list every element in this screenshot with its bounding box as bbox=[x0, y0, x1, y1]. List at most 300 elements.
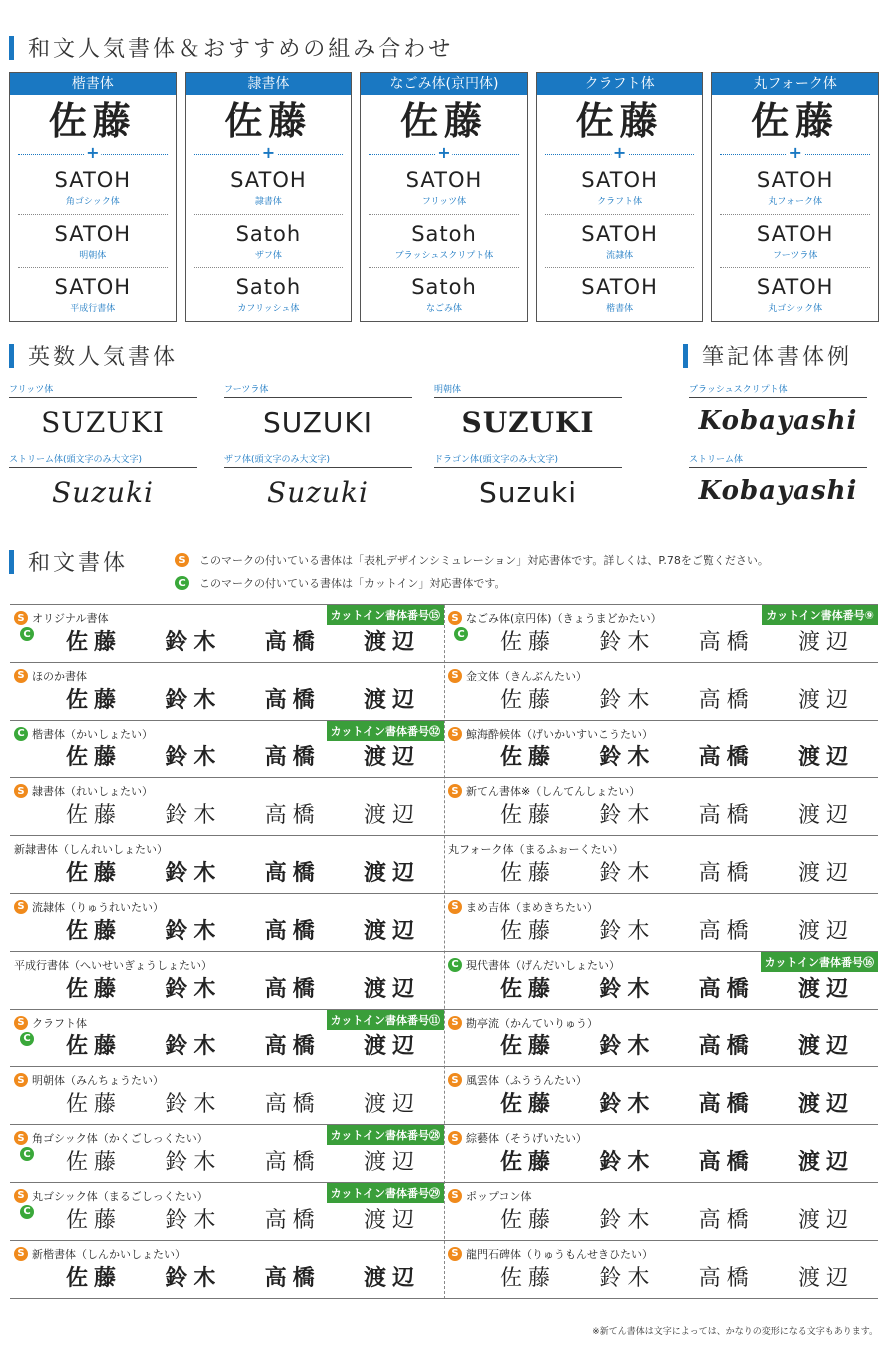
sample-name: 高橋 bbox=[264, 917, 321, 944]
plus-icon: + bbox=[437, 143, 451, 162]
sample-names bbox=[66, 683, 420, 714]
combo-label: なごみ体 bbox=[425, 304, 462, 315]
combo-english: SATOH bbox=[756, 275, 834, 300]
english-sample-word: Kobayashi bbox=[698, 406, 858, 436]
sample-name: 渡辺 bbox=[363, 1149, 420, 1175]
sample-name: 渡辺 bbox=[797, 744, 854, 771]
sample-name: 鈴木 bbox=[599, 918, 656, 944]
sample-name: 佐藤 bbox=[500, 1033, 557, 1060]
english-sample-word: Suzuki bbox=[479, 476, 577, 509]
font-row-meta bbox=[14, 899, 164, 915]
combo-label: クラフト体 bbox=[597, 196, 643, 207]
sample-names bbox=[500, 740, 854, 771]
sample-name: 高橋 bbox=[698, 744, 755, 771]
font-name: 鯨海酔候体（げいかいすいこうたい） bbox=[466, 727, 653, 741]
sample-name: 渡辺 bbox=[363, 1264, 420, 1291]
english-sample-label: ドラゴン体(頭文字のみ大文字) bbox=[434, 452, 622, 468]
sample-name: 渡辺 bbox=[363, 628, 420, 655]
sample-names bbox=[66, 740, 420, 771]
font-card bbox=[536, 72, 704, 322]
card-sample-name: 佐藤 bbox=[399, 98, 488, 143]
s-mark-icon: S bbox=[448, 900, 462, 914]
combo-item bbox=[369, 161, 519, 215]
combo-item bbox=[18, 268, 168, 321]
english-sample bbox=[224, 452, 412, 509]
note-s-mark: S このマークの付いている書体は「表札デザインシミュレーション」対応書体です。詳しくは、P.78をご覧ください。 bbox=[175, 552, 769, 568]
combo-item bbox=[194, 268, 344, 321]
sample-name: 鈴木 bbox=[165, 1264, 222, 1291]
font-name: 明朝体（みんちょうたい） bbox=[32, 1074, 164, 1088]
font-row-meta bbox=[448, 668, 587, 684]
cutin-number-badge: カットイン書体番号㉙ bbox=[327, 1183, 444, 1203]
s-mark-icon: S bbox=[14, 1016, 28, 1030]
font-name: オリジナル書体 bbox=[32, 612, 109, 625]
font-row-meta bbox=[14, 1130, 208, 1146]
english-sample-word: SUZUKI bbox=[262, 406, 374, 439]
font-name: 新楷書体（しんかいしょたい） bbox=[32, 1247, 186, 1261]
sample-name: 高橋 bbox=[698, 687, 755, 713]
combo-english: SATOH bbox=[581, 221, 658, 246]
font-name: まめ吉体（まめきちたい） bbox=[466, 900, 598, 914]
card-header: 丸フォーク体 bbox=[712, 73, 878, 95]
font-row-meta bbox=[14, 841, 168, 857]
sample-names bbox=[66, 1087, 420, 1118]
card-header: 隷書体 bbox=[186, 73, 352, 95]
sample-name: 渡辺 bbox=[797, 687, 854, 713]
combo-label: 隷書体 bbox=[254, 196, 282, 207]
sample-names bbox=[66, 1029, 420, 1060]
combo-english: SATOH bbox=[581, 167, 658, 192]
card-sample-name: 佐藤 bbox=[575, 98, 664, 143]
font-row-meta bbox=[448, 726, 653, 742]
font-row-meta bbox=[448, 1188, 531, 1204]
english-sample-label: ストリーム体 bbox=[689, 452, 867, 468]
sample-names bbox=[500, 683, 854, 714]
font-list bbox=[10, 604, 878, 1291]
combo-label: 丸ゴシック体 bbox=[768, 304, 823, 315]
sample-name: 佐藤 bbox=[66, 859, 123, 886]
english-sample-label: フリッツ体 bbox=[9, 382, 197, 398]
sample-name: 高橋 bbox=[698, 1149, 755, 1175]
sample-name: 渡辺 bbox=[797, 1265, 854, 1291]
english-sample-word: SUZUKI bbox=[41, 406, 165, 439]
font-row-meta bbox=[14, 610, 108, 626]
combo-english: SATOH bbox=[230, 167, 307, 192]
font-row bbox=[444, 952, 878, 1010]
font-row bbox=[10, 1241, 444, 1299]
sample-name: 渡辺 bbox=[797, 1091, 854, 1118]
combo-english: SATOH bbox=[756, 221, 834, 246]
font-row bbox=[444, 605, 878, 663]
font-row bbox=[444, 894, 878, 952]
sample-name: 渡辺 bbox=[363, 917, 420, 944]
sample-name: 鈴木 bbox=[599, 1091, 656, 1118]
font-row-meta bbox=[448, 899, 598, 915]
combo-item bbox=[545, 215, 695, 269]
card-header: 楷書体 bbox=[10, 73, 176, 95]
font-card bbox=[185, 72, 353, 322]
english-sample bbox=[434, 452, 622, 509]
font-row-meta bbox=[448, 1015, 598, 1031]
sample-name: 佐藤 bbox=[500, 744, 557, 771]
sample-names bbox=[500, 1087, 854, 1118]
plus-divider bbox=[545, 143, 695, 162]
font-row-meta bbox=[14, 783, 153, 799]
sample-names bbox=[500, 856, 854, 887]
combo-item bbox=[194, 161, 344, 215]
c-mark-icon: C bbox=[14, 727, 28, 741]
plus-divider bbox=[369, 143, 519, 162]
sample-name: 渡辺 bbox=[797, 803, 854, 829]
font-row-meta bbox=[14, 668, 87, 684]
sample-name: 渡辺 bbox=[797, 860, 854, 886]
font-name: 新てん書体※（しんてんしょたい） bbox=[466, 785, 641, 799]
s-mark-icon: S bbox=[14, 1247, 28, 1261]
sample-name: 渡辺 bbox=[363, 975, 420, 1002]
sample-names bbox=[500, 972, 854, 1003]
font-row bbox=[10, 721, 444, 779]
s-mark-icon: S bbox=[448, 784, 462, 798]
sample-name: 佐藤 bbox=[66, 1207, 123, 1233]
font-row bbox=[444, 836, 878, 894]
sample-names bbox=[66, 972, 420, 1003]
font-name: ポップコン体 bbox=[466, 1189, 532, 1203]
section-title-japanese-fonts: 和文書体 bbox=[9, 546, 128, 577]
font-card bbox=[711, 72, 879, 322]
combo-item bbox=[194, 215, 344, 269]
combo-english: Satoh bbox=[235, 221, 302, 246]
sample-name: 渡辺 bbox=[363, 744, 420, 771]
font-row bbox=[444, 663, 878, 721]
combo-english: SATOH bbox=[54, 275, 132, 300]
font-row-meta bbox=[14, 957, 212, 973]
combo-english: SATOH bbox=[54, 167, 132, 192]
combo-item bbox=[720, 268, 870, 321]
font-row-meta bbox=[448, 841, 623, 857]
font-row-meta bbox=[14, 1188, 208, 1204]
cutin-number-badge: カットイン書体番号⑪ bbox=[327, 1010, 444, 1030]
combo-english: Satoh bbox=[411, 221, 477, 246]
sample-names bbox=[66, 1261, 420, 1292]
english-sample-word: SUZUKI bbox=[461, 406, 595, 439]
s-mark-icon: S bbox=[14, 669, 28, 683]
plus-divider bbox=[720, 143, 870, 162]
plus-icon: + bbox=[612, 143, 627, 162]
sample-name: 佐藤 bbox=[500, 1207, 557, 1233]
plus-icon: + bbox=[788, 143, 802, 162]
sample-name: 渡辺 bbox=[797, 1033, 854, 1060]
sample-name: 高橋 bbox=[698, 860, 755, 886]
combo-label: 平成行書体 bbox=[70, 304, 116, 315]
sample-name: 高橋 bbox=[698, 629, 755, 655]
english-sample-label: ブラッシュスクリプト体 bbox=[689, 382, 867, 398]
sample-name: 高橋 bbox=[264, 1264, 321, 1291]
sample-name: 佐藤 bbox=[500, 918, 557, 944]
combo-label: 楷書体 bbox=[606, 304, 634, 315]
sample-name: 佐藤 bbox=[66, 803, 123, 829]
font-row-meta bbox=[448, 610, 662, 626]
sample-name: 渡辺 bbox=[363, 803, 420, 829]
s-mark-icon: S bbox=[14, 784, 28, 798]
font-name: クラフト体 bbox=[32, 1016, 87, 1030]
cutin-number-badge: カットイン書体番号⑯ bbox=[761, 952, 878, 972]
sample-name: 高橋 bbox=[264, 686, 321, 713]
english-sample-label: ストリーム体(頭文字のみ大文字) bbox=[9, 452, 197, 468]
sample-name: 高橋 bbox=[264, 859, 321, 886]
sample-name: 佐藤 bbox=[66, 1092, 123, 1118]
sample-name: 渡辺 bbox=[797, 918, 854, 944]
font-row bbox=[10, 605, 444, 663]
combo-english: Satoh bbox=[411, 275, 477, 300]
font-row bbox=[444, 778, 878, 836]
sample-names bbox=[500, 798, 854, 829]
combo-label: 丸フォーク体 bbox=[768, 196, 822, 207]
font-row-meta bbox=[14, 1015, 87, 1031]
section-title-popular-japanese: 和文人気書体＆おすすめの組み合わせ bbox=[9, 32, 453, 63]
s-mark-icon: S bbox=[14, 1073, 28, 1087]
sample-names bbox=[66, 914, 420, 945]
combo-item bbox=[18, 161, 168, 215]
font-row bbox=[10, 778, 444, 836]
font-name: 平成行書体（へいせいぎょうしょたい） bbox=[14, 958, 212, 972]
combo-label: 明朝体 bbox=[79, 250, 107, 261]
sample-names bbox=[66, 1145, 420, 1176]
font-name: 現代書体（げんだいしょたい） bbox=[466, 958, 620, 972]
card-header: クラフト体 bbox=[537, 73, 703, 95]
sample-name: 高橋 bbox=[264, 1033, 321, 1060]
sample-name: 佐藤 bbox=[500, 1091, 557, 1118]
english-sample-word: Suzuki bbox=[52, 476, 154, 509]
font-row-meta bbox=[448, 957, 620, 973]
sample-name: 高橋 bbox=[698, 1265, 755, 1291]
c-mark-icon: C bbox=[448, 958, 462, 972]
font-name: 綜藝体（そうげいたい） bbox=[466, 1132, 587, 1146]
english-sample bbox=[9, 382, 197, 439]
font-name: 楷書体（かいしょたい） bbox=[32, 727, 153, 741]
s-mark-icon: S bbox=[448, 1016, 462, 1030]
font-name: 龍門石碑体（りゅうもんせきひたい） bbox=[466, 1247, 653, 1261]
font-row bbox=[10, 1067, 444, 1125]
font-row-meta bbox=[14, 1072, 164, 1088]
sample-name: 佐藤 bbox=[66, 744, 123, 771]
c-mark-icon: C bbox=[454, 627, 468, 641]
font-list-right bbox=[444, 605, 878, 1299]
sample-name: 高橋 bbox=[698, 918, 755, 944]
english-sample bbox=[9, 452, 197, 509]
font-row-meta bbox=[14, 1246, 186, 1262]
english-sample bbox=[689, 382, 867, 436]
english-sample-label: ザフ体(頭文字のみ大文字) bbox=[224, 452, 412, 468]
sample-name: 渡辺 bbox=[363, 1092, 420, 1118]
combo-item bbox=[545, 268, 695, 321]
sample-names bbox=[500, 1203, 854, 1234]
card-sample-name: 佐藤 bbox=[224, 98, 313, 143]
english-sample-label: フーツラ体 bbox=[224, 382, 412, 398]
sample-name: 佐藤 bbox=[500, 860, 557, 886]
sample-name: 佐藤 bbox=[500, 687, 557, 713]
sample-name: 鈴木 bbox=[599, 803, 656, 829]
section-title-handwriting: 筆記体書体例 bbox=[683, 340, 852, 371]
sample-name: 佐藤 bbox=[500, 629, 557, 655]
s-mark-icon: S bbox=[14, 900, 28, 914]
combo-item bbox=[369, 215, 519, 269]
sample-name: 高橋 bbox=[264, 1092, 321, 1118]
sample-name: 高橋 bbox=[264, 1149, 321, 1175]
font-row bbox=[444, 1125, 878, 1183]
sample-name: 渡辺 bbox=[797, 975, 854, 1002]
sample-name: 渡辺 bbox=[363, 1033, 420, 1060]
english-sample-word: Kobayashi bbox=[698, 476, 858, 506]
english-sample-word: Suzuki bbox=[267, 476, 369, 509]
sample-name: 高橋 bbox=[698, 975, 755, 1002]
sample-name: 佐藤 bbox=[66, 917, 123, 944]
sample-name: 佐藤 bbox=[66, 975, 123, 1002]
combo-english: SATOH bbox=[581, 275, 658, 300]
combo-cards bbox=[9, 72, 879, 322]
sample-name: 高橋 bbox=[698, 803, 755, 829]
s-mark-icon: S bbox=[448, 1073, 462, 1087]
font-row bbox=[444, 1241, 878, 1299]
s-mark-icon: S bbox=[14, 1131, 28, 1145]
font-row bbox=[10, 663, 444, 721]
sample-name: 佐藤 bbox=[500, 1265, 557, 1291]
font-list-left bbox=[10, 605, 445, 1299]
english-sample-label: 明朝体 bbox=[434, 382, 622, 398]
font-row bbox=[444, 1010, 878, 1068]
font-name: 風雲体（ふううんたい） bbox=[466, 1074, 587, 1088]
sample-name: 鈴木 bbox=[165, 1092, 222, 1118]
font-row bbox=[10, 1125, 444, 1183]
sample-name: 高橋 bbox=[698, 1091, 755, 1118]
footnote: ※新てん書体は文字によっては、かなりの変形になる文字もあります。 bbox=[592, 1327, 878, 1337]
combo-english: SATOH bbox=[756, 167, 834, 192]
combo-label: カフリッシュ体 bbox=[237, 304, 300, 315]
font-row bbox=[10, 1010, 444, 1068]
combo-english: SATOH bbox=[54, 221, 132, 246]
sample-name: 佐藤 bbox=[66, 1033, 123, 1060]
sample-name: 高橋 bbox=[264, 1207, 321, 1233]
cutin-number-badge: カットイン書体番号⑮ bbox=[327, 605, 444, 625]
font-name: 流隷体（りゅうれいたい） bbox=[32, 900, 164, 914]
font-row bbox=[444, 1183, 878, 1241]
sample-name: 鈴木 bbox=[165, 859, 222, 886]
sample-name: 高橋 bbox=[698, 1207, 755, 1233]
sample-name: 鈴木 bbox=[165, 975, 222, 1002]
sample-names bbox=[500, 1145, 854, 1176]
combo-label: ブラッシュスクリプト体 bbox=[394, 250, 494, 261]
sample-name: 鈴木 bbox=[599, 687, 656, 713]
font-row bbox=[10, 1183, 444, 1241]
sample-names bbox=[500, 914, 854, 945]
sample-name: 鈴木 bbox=[599, 1207, 656, 1233]
sample-name: 鈴木 bbox=[165, 1033, 222, 1060]
combo-label: フリッツ体 bbox=[421, 196, 467, 207]
card-sample-name: 佐藤 bbox=[751, 98, 840, 143]
sample-names bbox=[66, 856, 420, 887]
s-mark-icon: S bbox=[448, 669, 462, 683]
sample-name: 渡辺 bbox=[797, 1149, 854, 1175]
plus-icon: + bbox=[261, 143, 276, 162]
plus-divider bbox=[18, 143, 168, 162]
s-mark-icon: S bbox=[448, 611, 462, 625]
cutin-number-badge: カットイン書体番号㉜ bbox=[327, 721, 444, 741]
cutin-number-badge: カットイン書体番号⑨ bbox=[762, 605, 878, 625]
sample-names bbox=[66, 625, 420, 656]
s-mark-icon: S bbox=[175, 553, 189, 567]
combo-label: ザフ体 bbox=[254, 250, 282, 261]
c-mark-icon: C bbox=[20, 1205, 34, 1219]
s-mark-icon: S bbox=[448, 1189, 462, 1203]
note-c-mark: C このマークの付いている書体は「カットイン」対応書体です。 bbox=[175, 575, 505, 591]
sample-name: 高橋 bbox=[264, 744, 321, 771]
sample-names bbox=[66, 798, 420, 829]
sample-name: 鈴木 bbox=[599, 629, 656, 655]
font-name: 丸ゴシック体（まるごしっくたい） bbox=[32, 1189, 208, 1203]
font-row-meta bbox=[448, 1246, 653, 1262]
sample-name: 佐藤 bbox=[66, 1149, 123, 1175]
sample-name: 鈴木 bbox=[165, 686, 222, 713]
s-mark-icon: S bbox=[448, 1131, 462, 1145]
c-mark-icon: C bbox=[20, 1147, 34, 1161]
combo-label: フーツラ体 bbox=[772, 250, 818, 261]
sample-name: 鈴木 bbox=[165, 628, 222, 655]
sample-name: 鈴木 bbox=[165, 917, 222, 944]
sample-name: 鈴木 bbox=[599, 744, 656, 771]
sample-name: 鈴木 bbox=[599, 975, 656, 1002]
font-row bbox=[10, 952, 444, 1010]
sample-names bbox=[500, 1029, 854, 1060]
s-mark-icon: S bbox=[14, 1189, 28, 1203]
font-row-meta bbox=[448, 783, 640, 799]
card-header: なごみ体(京円体) bbox=[361, 73, 527, 95]
sample-name: 鈴木 bbox=[165, 1207, 222, 1233]
combo-label: 流隷体 bbox=[606, 250, 634, 261]
cutin-number-badge: カットイン書体番号㉘ bbox=[327, 1125, 444, 1145]
font-row bbox=[444, 1067, 878, 1125]
english-sample bbox=[434, 382, 622, 439]
font-name: なごみ体(京円体)（きょうまどかたい） bbox=[466, 612, 662, 625]
sample-name: 鈴木 bbox=[599, 1149, 656, 1175]
font-name: ほのか書体 bbox=[32, 669, 87, 683]
sample-name: 高橋 bbox=[264, 975, 321, 1002]
section-title-english: 英数人気書体 bbox=[9, 340, 178, 371]
sample-name: 鈴木 bbox=[165, 1149, 222, 1175]
sample-name: 高橋 bbox=[264, 628, 321, 655]
combo-item bbox=[18, 215, 168, 269]
sample-name: 佐藤 bbox=[500, 1149, 557, 1175]
sample-name: 鈴木 bbox=[165, 744, 222, 771]
sample-name: 渡辺 bbox=[363, 1207, 420, 1233]
font-row bbox=[444, 721, 878, 779]
sample-name: 佐藤 bbox=[500, 803, 557, 829]
sample-name: 渡辺 bbox=[363, 686, 420, 713]
combo-english: Satoh bbox=[235, 275, 302, 300]
font-row-meta bbox=[448, 1130, 587, 1146]
font-card bbox=[9, 72, 177, 322]
c-mark-icon: C bbox=[20, 627, 34, 641]
combo-item bbox=[720, 161, 870, 215]
combo-item bbox=[369, 268, 519, 321]
sample-name: 鈴木 bbox=[599, 1033, 656, 1060]
c-mark-icon: C bbox=[20, 1032, 34, 1046]
sample-names bbox=[66, 1203, 420, 1234]
sample-name: 佐藤 bbox=[500, 975, 557, 1002]
sample-name: 佐藤 bbox=[66, 686, 123, 713]
sample-name: 鈴木 bbox=[165, 803, 222, 829]
plus-divider bbox=[194, 143, 344, 162]
sample-name: 高橋 bbox=[264, 803, 321, 829]
font-name: 新隷書体（しんれいしょたい） bbox=[14, 843, 168, 857]
